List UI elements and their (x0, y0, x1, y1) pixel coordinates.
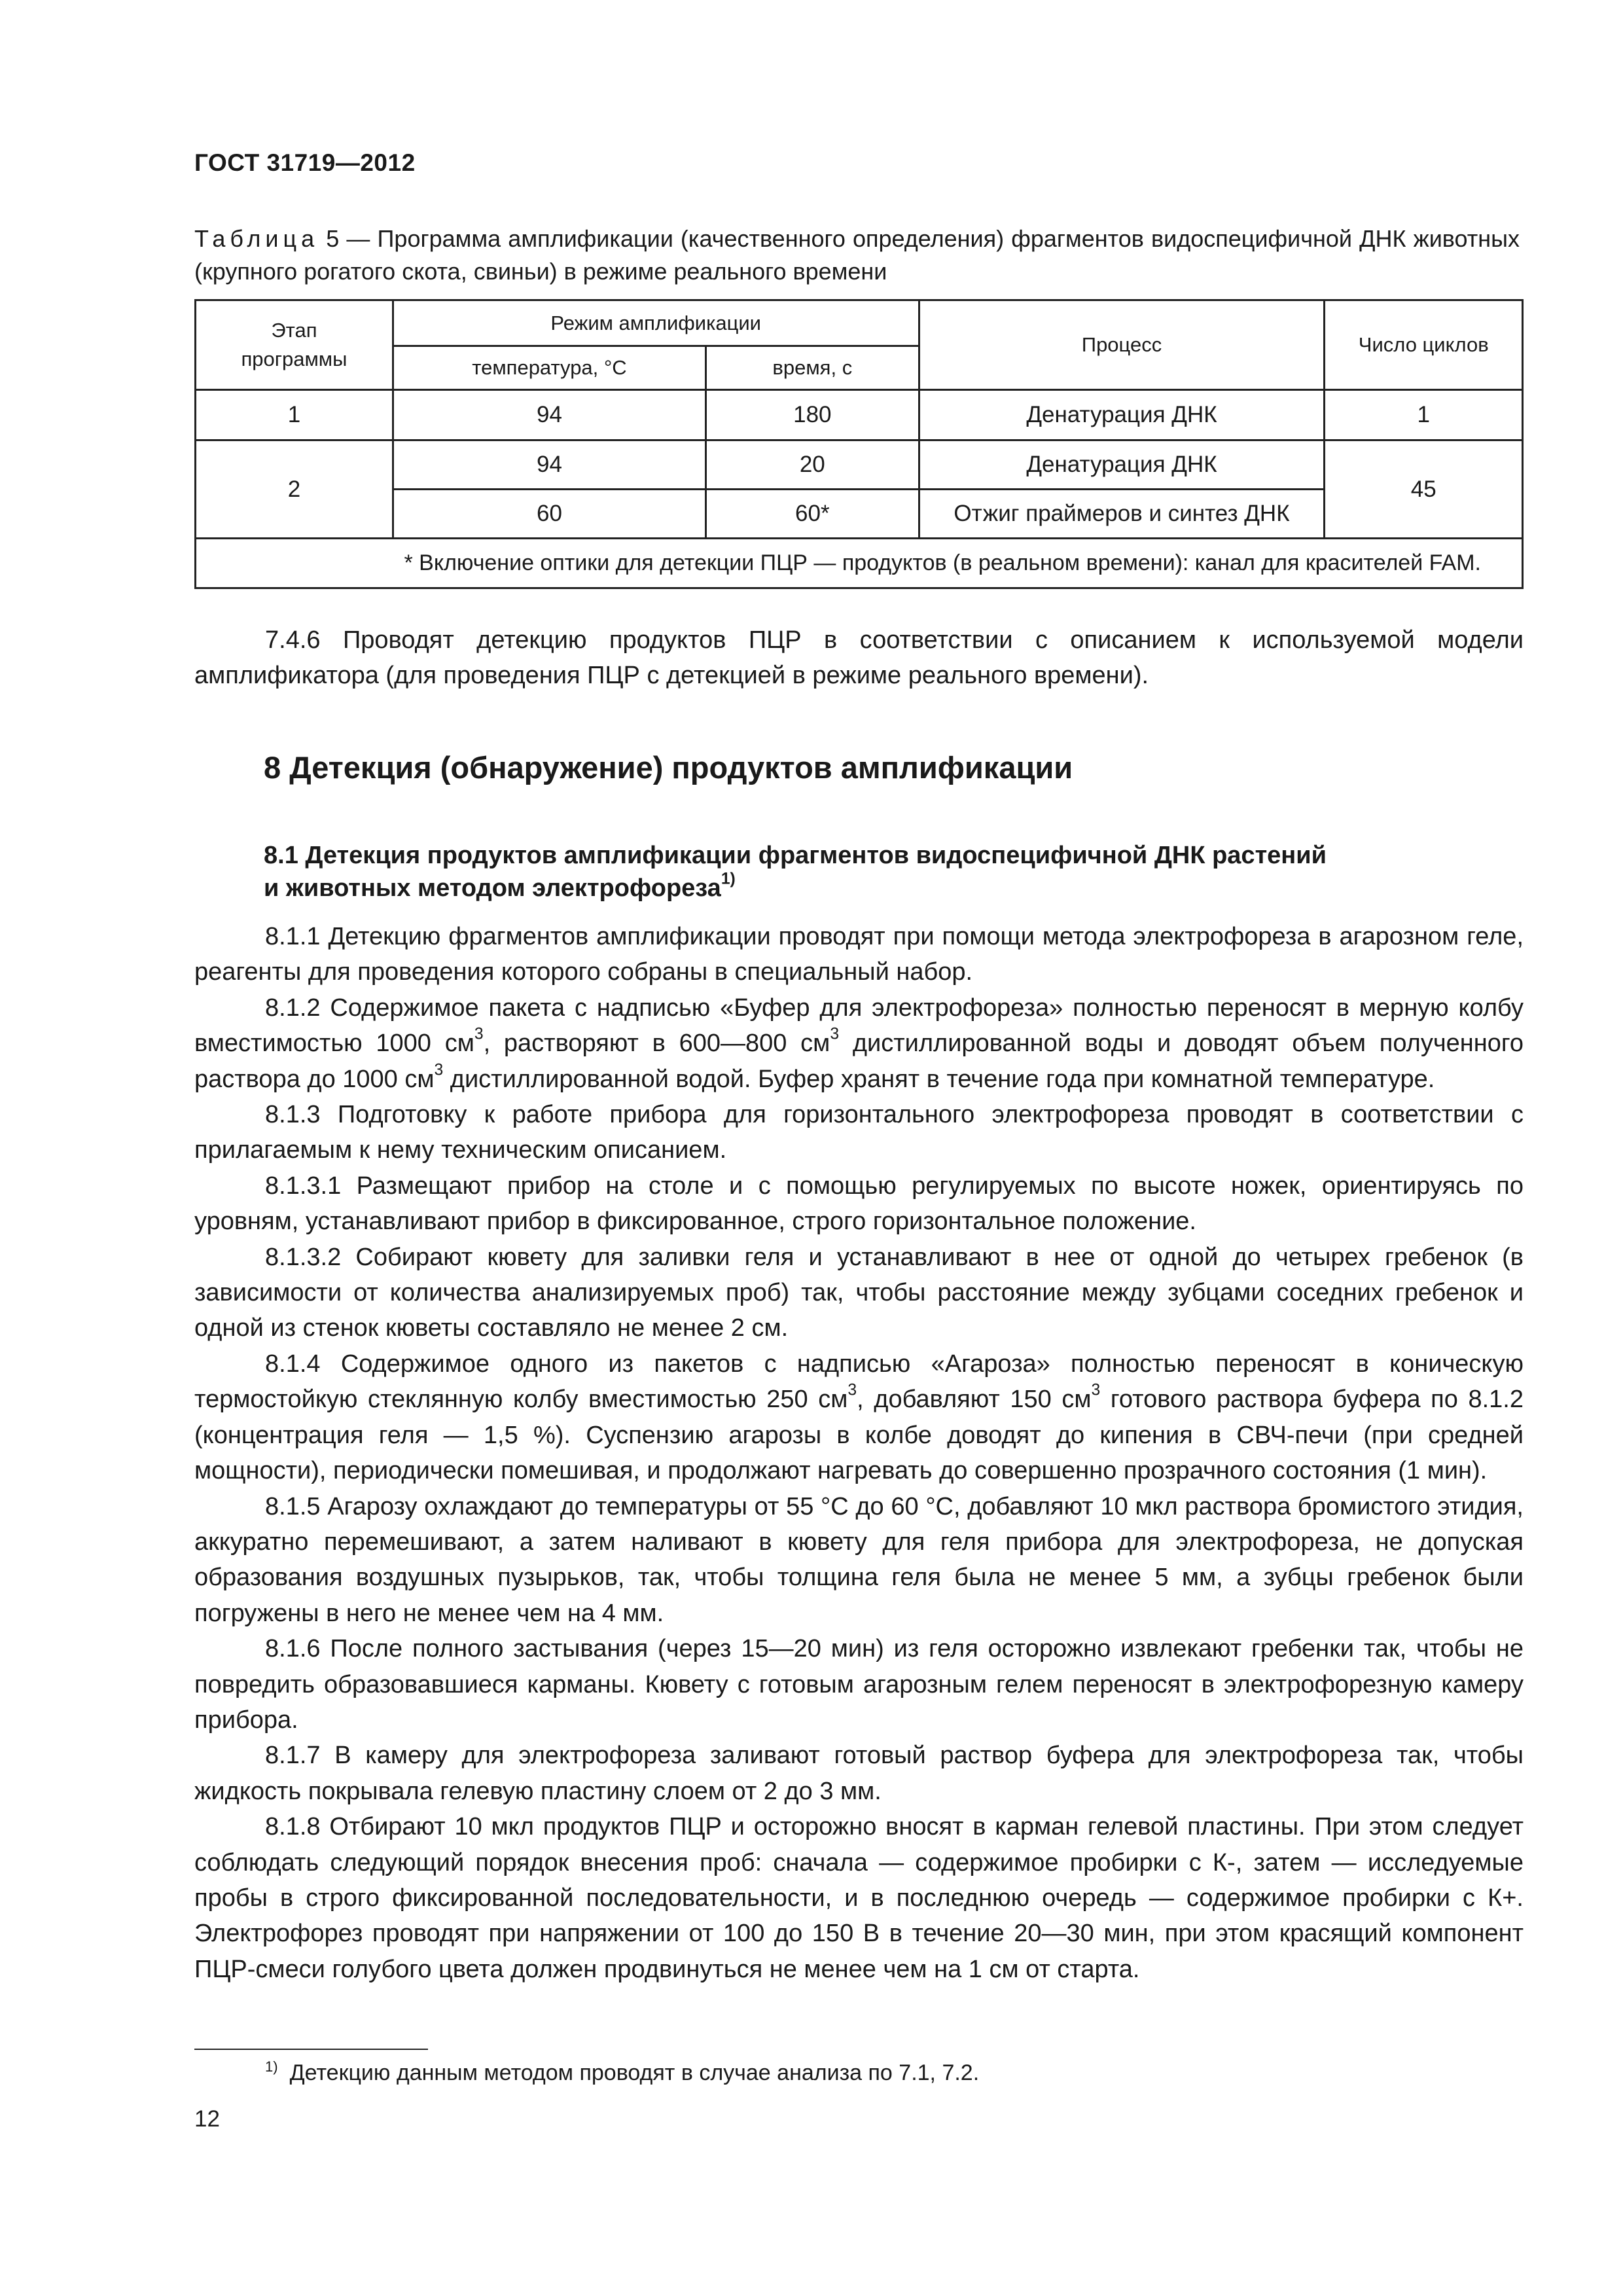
cell-process: Отжиг праймеров и синтез ДНК (919, 490, 1325, 539)
cell-process: Денатурация ДНК (919, 390, 1325, 440)
cell-time: 180 (706, 390, 919, 440)
cell-temp: 94 (393, 440, 705, 490)
col-header-temperature: температура, °С (393, 346, 705, 390)
footnote-mark: 1) (265, 2058, 278, 2075)
paragraph-8-1-3: 8.1.3 Подготовку к работе прибора для горизонтального электрофореза проводят в соответствии с прилагаемым к нему техническим описанием. (194, 1101, 1524, 1164)
footnote-text: Детекцию данным методом проводят в случае анализа по 7.1, 7.2. (289, 2060, 980, 2085)
footnote-marker: 1) (721, 870, 736, 888)
col-header-cycles: Число циклов (1325, 300, 1523, 390)
cell-time: 60* (706, 490, 919, 539)
col-header-time: время, с (706, 346, 919, 390)
cell-cycles: 1 (1325, 390, 1523, 440)
paragraph-8-1-4: 8.1.4 Содержимое одного из пакетов с надписью «Агароза» полностью переносят в коническую термостойкую стеклянную колбу вместимостью 250 $см^3$, добавляют 150 $см^3$ готового раствора буфера по 8.1.2 (концентрация геля — 1,5 %). Суспензию агарозы в колбе доводят до кипения в СВЧ-печи (при средней мощности), периодически помешивая, и продолжают нагревать до совершенно прозрачного состояния (1 мин). (194, 1350, 1524, 1485)
footnote-separator (194, 2049, 428, 2050)
table-row (196, 390, 1523, 440)
paragraph-8-1-2: 8.1.2 Содержимое пакета с надписью «Буфер для электрофореза» полностью переносят в мерную колбу вместимостью 1000 $см^3$, растворяют в 600—800 $см^3$ дистиллированной воды и доводят объем полученного раствора до 1000 $см^3$ дистиллированной водой. Буфер хранят в течение года при комнатной температуре. (194, 994, 1524, 1093)
col-header-mode: Режим амплификации (393, 300, 919, 346)
body-text (194, 919, 1524, 1987)
paragraph-8-1-6: 8.1.6 После полного застывания (через 15—20 мин) из геля осторожно извлекают гребенки так, чтобы не повредить образовавшиеся карманы. Кювету с готовым агарозным гелем переносят в электрофорезную камеру прибора. (194, 1635, 1524, 1734)
table-footnote: * Включение оптики для детекции ПЦР — продуктов (в реальном времени): канал для красителей FAM. (196, 539, 1523, 588)
amplification-program-table (194, 299, 1524, 589)
subsection-title: 8.1 Детекция продуктов амплификации фрагментов видоспецифичной ДНК растений и животных методом электрофореза$^{1)}$ (264, 842, 1327, 902)
paragraph-8-1-5: 8.1.5 Агарозу охлаждают до температуры от 55 °С до 60 °С, добавляют 10 мкл раствора бромистого этидия, аккуратно перемешивают, а затем наливают в кювету для геля прибора для электрофореза, не допуская образования воздушных пузырьков, так, чтобы толщина геля была не менее 5 мм, а зубцы гребенок были погружены в него не менее чем на 4 мм. (194, 1492, 1524, 1627)
section-title: 8 Детекция (обнаружение) продуктов амплификации (264, 750, 1073, 785)
col-header-process: Процесс (919, 300, 1325, 390)
table-caption-label: Таблица (194, 225, 319, 252)
cell-cycles: 45 (1325, 440, 1523, 539)
paragraph-8-1-8: 8.1.8 Отбирают 10 мкл продуктов ПЦР и осторожно вносят в карман гелевой пластины. При этом следует соблюдать следующий порядок внесения проб: сначала — содержимое пробирки с К-, затем — исследуемые пробы в строго фиксированной последовательности, и в последнюю очередь — содержимое пробирки с К+. Электрофорез проводят при напряжении от 100 до 150 В в течение 20—30 мин, при этом красящий компонент ПЦР-смеси голубого цвета должен продвинуться не менее чем на 1 см от старта. (194, 1813, 1524, 1983)
cell-stage: 1 (196, 390, 393, 440)
cell-process: Денатурация ДНК (919, 440, 1325, 490)
col-header-stage: Этап программы (196, 300, 393, 390)
cell-time: 20 (706, 440, 919, 490)
table-row (196, 440, 1523, 490)
paragraph-8-1-3-2: 8.1.3.2 Собирают кювету для заливки геля и устанавливают в нее от одной до четырех гребенок (в зависимости от количества анализируемых проб) так, чтобы расстояние между зубцами соседних гребенок и одной из стенок кюветы составляло не менее 2 см. (194, 1243, 1524, 1342)
paragraph-8-1-7: 8.1.7 В камеру для электрофореза заливают готовый раствор буфера для электрофореза так, чтобы жидкость покрывала гелевую пластину слоем от 2 до 3 мм. (194, 1742, 1524, 1805)
table-row (196, 490, 1523, 539)
page-number: 12 (194, 2106, 220, 2132)
paragraph-8-1-1: 8.1.1 Детекцию фрагментов амплификации проводят при помощи метода электрофореза в агарозном геле, реагенты для проведения которого собраны в специальный набор. (194, 923, 1524, 986)
paragraph-8-1-3-1: 8.1.3.1 Размещают прибор на столе и с помощью регулируемых по высоте ножек, ориентируясь по уровням, устанавливают прибор в фиксированное, строго горизонтальное положение. (194, 1172, 1524, 1236)
cell-temp: 60 (393, 490, 705, 539)
footnote (265, 2060, 979, 2086)
paragraph-7-4-6: 7.4.6 Проводят детекцию продуктов ПЦР в соответствии с описанием к используемой модели амплификатора (для проведения ПЦР с детекцией в режиме реального времени). (194, 626, 1524, 690)
table-caption (194, 223, 1520, 288)
cell-stage: 2 (196, 440, 393, 539)
table-caption-text: 5 — Программа амплификации (качественного определения) фрагментов видоспецифичной ДНК животных (крупного рогатого скота, свиньи) в режиме реального времени (194, 225, 1520, 285)
cell-temp: 94 (393, 390, 705, 440)
document-header: ГОСТ 31719—2012 (194, 149, 416, 176)
